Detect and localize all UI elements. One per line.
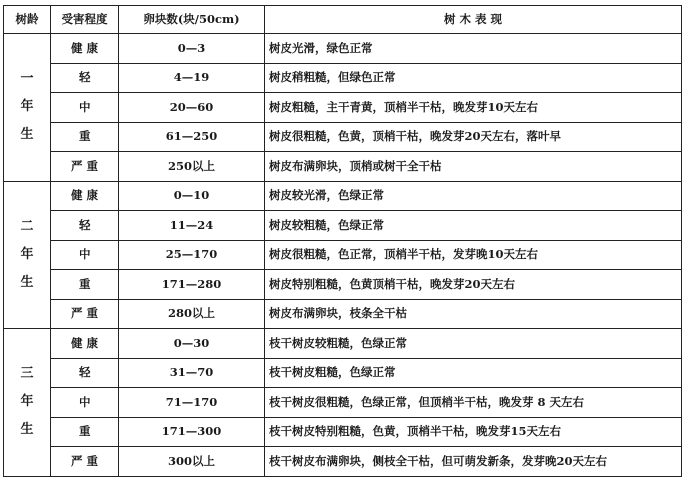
degree-cell: 严 重	[51, 152, 119, 182]
degree-cell: 健 康	[51, 181, 119, 211]
degree-cell: 严 重	[51, 299, 119, 329]
description-cell: 树皮较粗糙，色绿正常	[265, 211, 682, 241]
description-cell: 枝干树皮很粗糙，色绿正常，但顶梢半干枯，晚发芽 8 天左右	[265, 388, 682, 418]
description-cell: 树皮粗糙，主干青黄，顶梢半干枯，晚发芽10天左右	[265, 93, 682, 123]
table-row	[4, 388, 682, 418]
degree-cell: 轻	[51, 358, 119, 388]
table-row	[4, 93, 682, 123]
description-cell: 枝干树皮粗糙，色绿正常	[265, 358, 682, 388]
age-char: 生	[20, 274, 34, 290]
description-cell: 树皮特别粗糙，色黄顶梢干枯，晚发芽20天左右	[265, 270, 682, 300]
count-cell: 4—19	[119, 63, 265, 93]
count-cell: 171—280	[119, 270, 265, 300]
damage-table	[3, 5, 682, 477]
age-char: 生	[20, 422, 34, 438]
count-cell: 250以上	[119, 152, 265, 182]
degree-cell: 重	[51, 417, 119, 447]
count-cell: 0—30	[119, 329, 265, 359]
count-cell: 61—250	[119, 122, 265, 152]
degree-cell: 中	[51, 388, 119, 418]
count-cell: 171—300	[119, 417, 265, 447]
age-char: 年	[20, 99, 34, 115]
table-row	[4, 211, 682, 241]
table-row	[4, 34, 682, 64]
table-row	[4, 122, 682, 152]
header-row	[4, 6, 682, 34]
age-cell	[4, 181, 51, 329]
degree-cell: 重	[51, 270, 119, 300]
age-cell	[4, 329, 51, 477]
table-row	[4, 299, 682, 329]
count-cell: 71—170	[119, 388, 265, 418]
header-count: 卵块数(块/50cm)	[119, 6, 265, 34]
description-cell: 树皮稍粗糙，但绿色正常	[265, 63, 682, 93]
table-row	[4, 417, 682, 447]
age-char: 三	[20, 366, 34, 382]
table-row	[4, 329, 682, 359]
degree-cell: 轻	[51, 63, 119, 93]
count-cell: 0—3	[119, 34, 265, 64]
count-cell: 25—170	[119, 240, 265, 270]
age-cell	[4, 34, 51, 182]
table-row	[4, 63, 682, 93]
description-cell: 枝干树皮较粗糙，色绿正常	[265, 329, 682, 359]
age-char: 一	[20, 71, 34, 87]
header-description: 树 木 表 现	[265, 6, 682, 34]
description-cell: 树皮布满卵块，枝条全干枯	[265, 299, 682, 329]
count-cell: 11—24	[119, 211, 265, 241]
count-cell: 31—70	[119, 358, 265, 388]
table-row	[4, 270, 682, 300]
count-cell: 300以上	[119, 447, 265, 477]
table-row	[4, 181, 682, 211]
description-cell: 树皮较光滑，色绿正常	[265, 181, 682, 211]
header-degree: 受害程度	[51, 6, 119, 34]
count-cell: 0—10	[119, 181, 265, 211]
age-char: 年	[20, 246, 34, 262]
age-char: 生	[20, 127, 34, 143]
table-row	[4, 240, 682, 270]
degree-cell: 中	[51, 240, 119, 270]
count-cell: 280以上	[119, 299, 265, 329]
degree-cell: 严 重	[51, 447, 119, 477]
degree-cell: 轻	[51, 211, 119, 241]
description-cell: 树皮光滑，绿色正常	[265, 34, 682, 64]
table-body	[4, 34, 682, 477]
table-row	[4, 358, 682, 388]
degree-cell: 健 康	[51, 329, 119, 359]
count-cell: 20—60	[119, 93, 265, 123]
description-cell: 枝干树皮特别粗糙，色黄，顶梢半干枯，晚发芽15天左右	[265, 417, 682, 447]
description-cell: 树皮很粗糙，色正常，顶梢半干枯，发芽晚10天左右	[265, 240, 682, 270]
age-char: 二	[20, 218, 34, 234]
description-cell: 树皮布满卵块，顶梢或树干全干枯	[265, 152, 682, 182]
age-char: 年	[20, 394, 34, 410]
degree-cell: 健 康	[51, 34, 119, 64]
degree-cell: 重	[51, 122, 119, 152]
table-row	[4, 152, 682, 182]
header-age: 树龄	[4, 6, 51, 34]
degree-cell: 中	[51, 93, 119, 123]
description-cell: 枝干树皮布满卵块，侧枝全干枯，但可萌发新条，发芽晚20天左右	[265, 447, 682, 477]
description-cell: 树皮很粗糙，色黄，顶梢干枯，晚发芽20天左右，落叶早	[265, 122, 682, 152]
